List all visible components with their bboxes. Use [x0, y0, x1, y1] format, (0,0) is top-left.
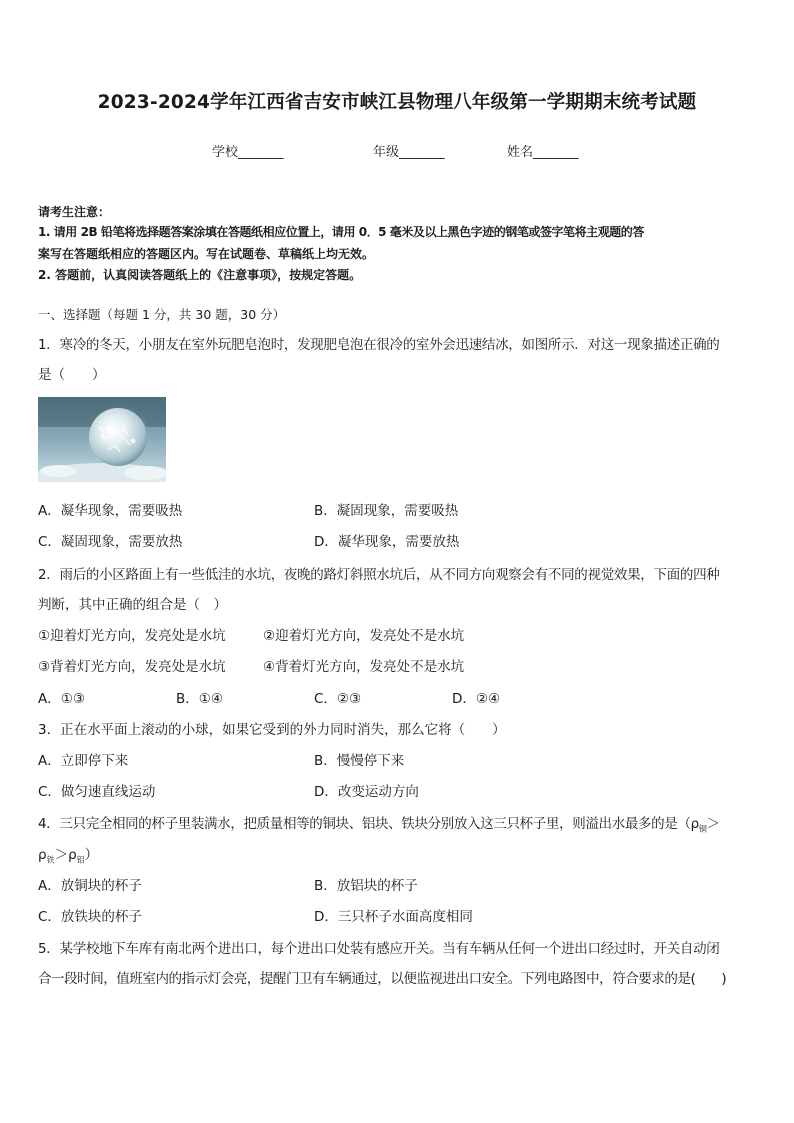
rho-iron-subscript: 铁 [46, 855, 55, 865]
q1-text-line-2: 是（ ） [38, 367, 106, 383]
notice-line-3: 2. 答题前，认真阅读答题纸上的《注意事项》，按规定答题。 [38, 268, 362, 282]
greater-than-2: ＞ρ [54, 847, 77, 863]
q5-text-line-1: 5．某学校地下车库有南北两个进出口，每个进出口处装有感应开关。当有车辆从任何一个进出口经过时，开关自动闭 [38, 941, 720, 957]
page-title: 2023-2024学年江西省吉安市峡江县物理八年级第一学期期末统考试题 [97, 92, 697, 113]
q4-text: 4．三只完全相同的杯子里装满水，把质量相等的铜块、铝块、铁块分别放入这三只杯子里，则溢出水最多的是（ρ [38, 816, 699, 832]
notice-heading: 请考生注意： [38, 205, 111, 219]
q2-option-b: B．①④ [176, 691, 223, 707]
q2-option-a: A．①③ [38, 691, 85, 707]
q2-statement-2: ②迎着灯光方向，发亮处不是水坑 [263, 628, 465, 644]
q1-option-a: A．凝华现象，需要吸热 [38, 503, 183, 519]
q4-option-a: A．放铜块的杯子 [38, 878, 142, 894]
q2-option-d: D．②④ [452, 691, 501, 707]
greater-than-1: ＞ [706, 816, 720, 832]
q2-statement-3: ③背着灯光方向，发亮处是水坑 [38, 659, 226, 675]
school-field: 学校_______ [212, 145, 284, 160]
q5-text-line-2: 合一段时间，值班室内的指示灯会亮，提醒门卫有车辆通过，以便监视进出口安全。下列电路图中，符合要求的是( ) [38, 971, 727, 987]
q1-option-d: D．凝华现象，需要放热 [314, 534, 460, 550]
q2-option-c: C．②③ [314, 691, 362, 707]
rho-symbol: ρ [38, 847, 47, 863]
section-heading: 一、选择题（每题 1 分，共 30 题，30 分） [38, 307, 286, 322]
q3-option-d: D．改变运动方向 [314, 784, 419, 800]
q4-text-line-2 [38, 843, 98, 866]
q2-statement-4: ④背着灯光方向，发亮处不是水坑 [263, 659, 465, 675]
close-paren: ） [84, 847, 99, 863]
q1-option-b: B．凝固现象，需要吸热 [314, 503, 459, 519]
q1-option-c: C．凝固现象，需要放热 [38, 534, 183, 550]
q3-text: 3．正在水平面上滚动的小球，如果它受到的外力同时消失，那么它将（ ） [38, 722, 506, 738]
rho-aluminum-subscript: 铝 [76, 855, 85, 865]
q3-option-c: C．做匀速直线运动 [38, 784, 156, 800]
q4-option-d: D．三只杯子水面高度相同 [314, 909, 473, 925]
q4-option-b: B．放铝块的杯子 [314, 878, 418, 894]
q4-option-c: C．放铁块的杯子 [38, 909, 142, 925]
frozen-bubble-image [38, 397, 166, 482]
q3-option-b: B．慢慢停下来 [314, 753, 405, 769]
q2-statement-1: ①迎着灯光方向，发亮处是水坑 [38, 628, 226, 644]
name-field: 姓名_______ [507, 145, 579, 160]
notice-line-1: 1. 请用 2B 铅笔将选择题答案涂填在答题纸相应位置上，请用 0．5 毫米及以上黑色字迹的钢笔或签字笔将主观题的答 [38, 225, 644, 239]
rho-copper-subscript: 铜 [698, 824, 707, 834]
q2-text-line-2: 判断，其中正确的组合是（ ） [38, 597, 227, 613]
notice-line-2: 案写在答题纸相应的答题区内。写在试题卷、草稿纸上均无效。 [38, 247, 375, 261]
q4-text-line-1 [38, 812, 720, 835]
q2-text-line-1: 2．雨后的小区路面上有一些低洼的水坑，夜晚的路灯斜照水坑后，从不同方向观察会有不同的视觉效果，下面的四种 [38, 567, 720, 583]
grade-field: 年级_______ [373, 145, 445, 160]
q1-text-line-1: 1．寒冷的冬天，小朋友在室外玩肥皂泡时，发现肥皂泡在很冷的室外会迅速结冰，如图所示．对这一现象描述正确的 [38, 337, 720, 353]
q3-option-a: A．立即停下来 [38, 753, 129, 769]
